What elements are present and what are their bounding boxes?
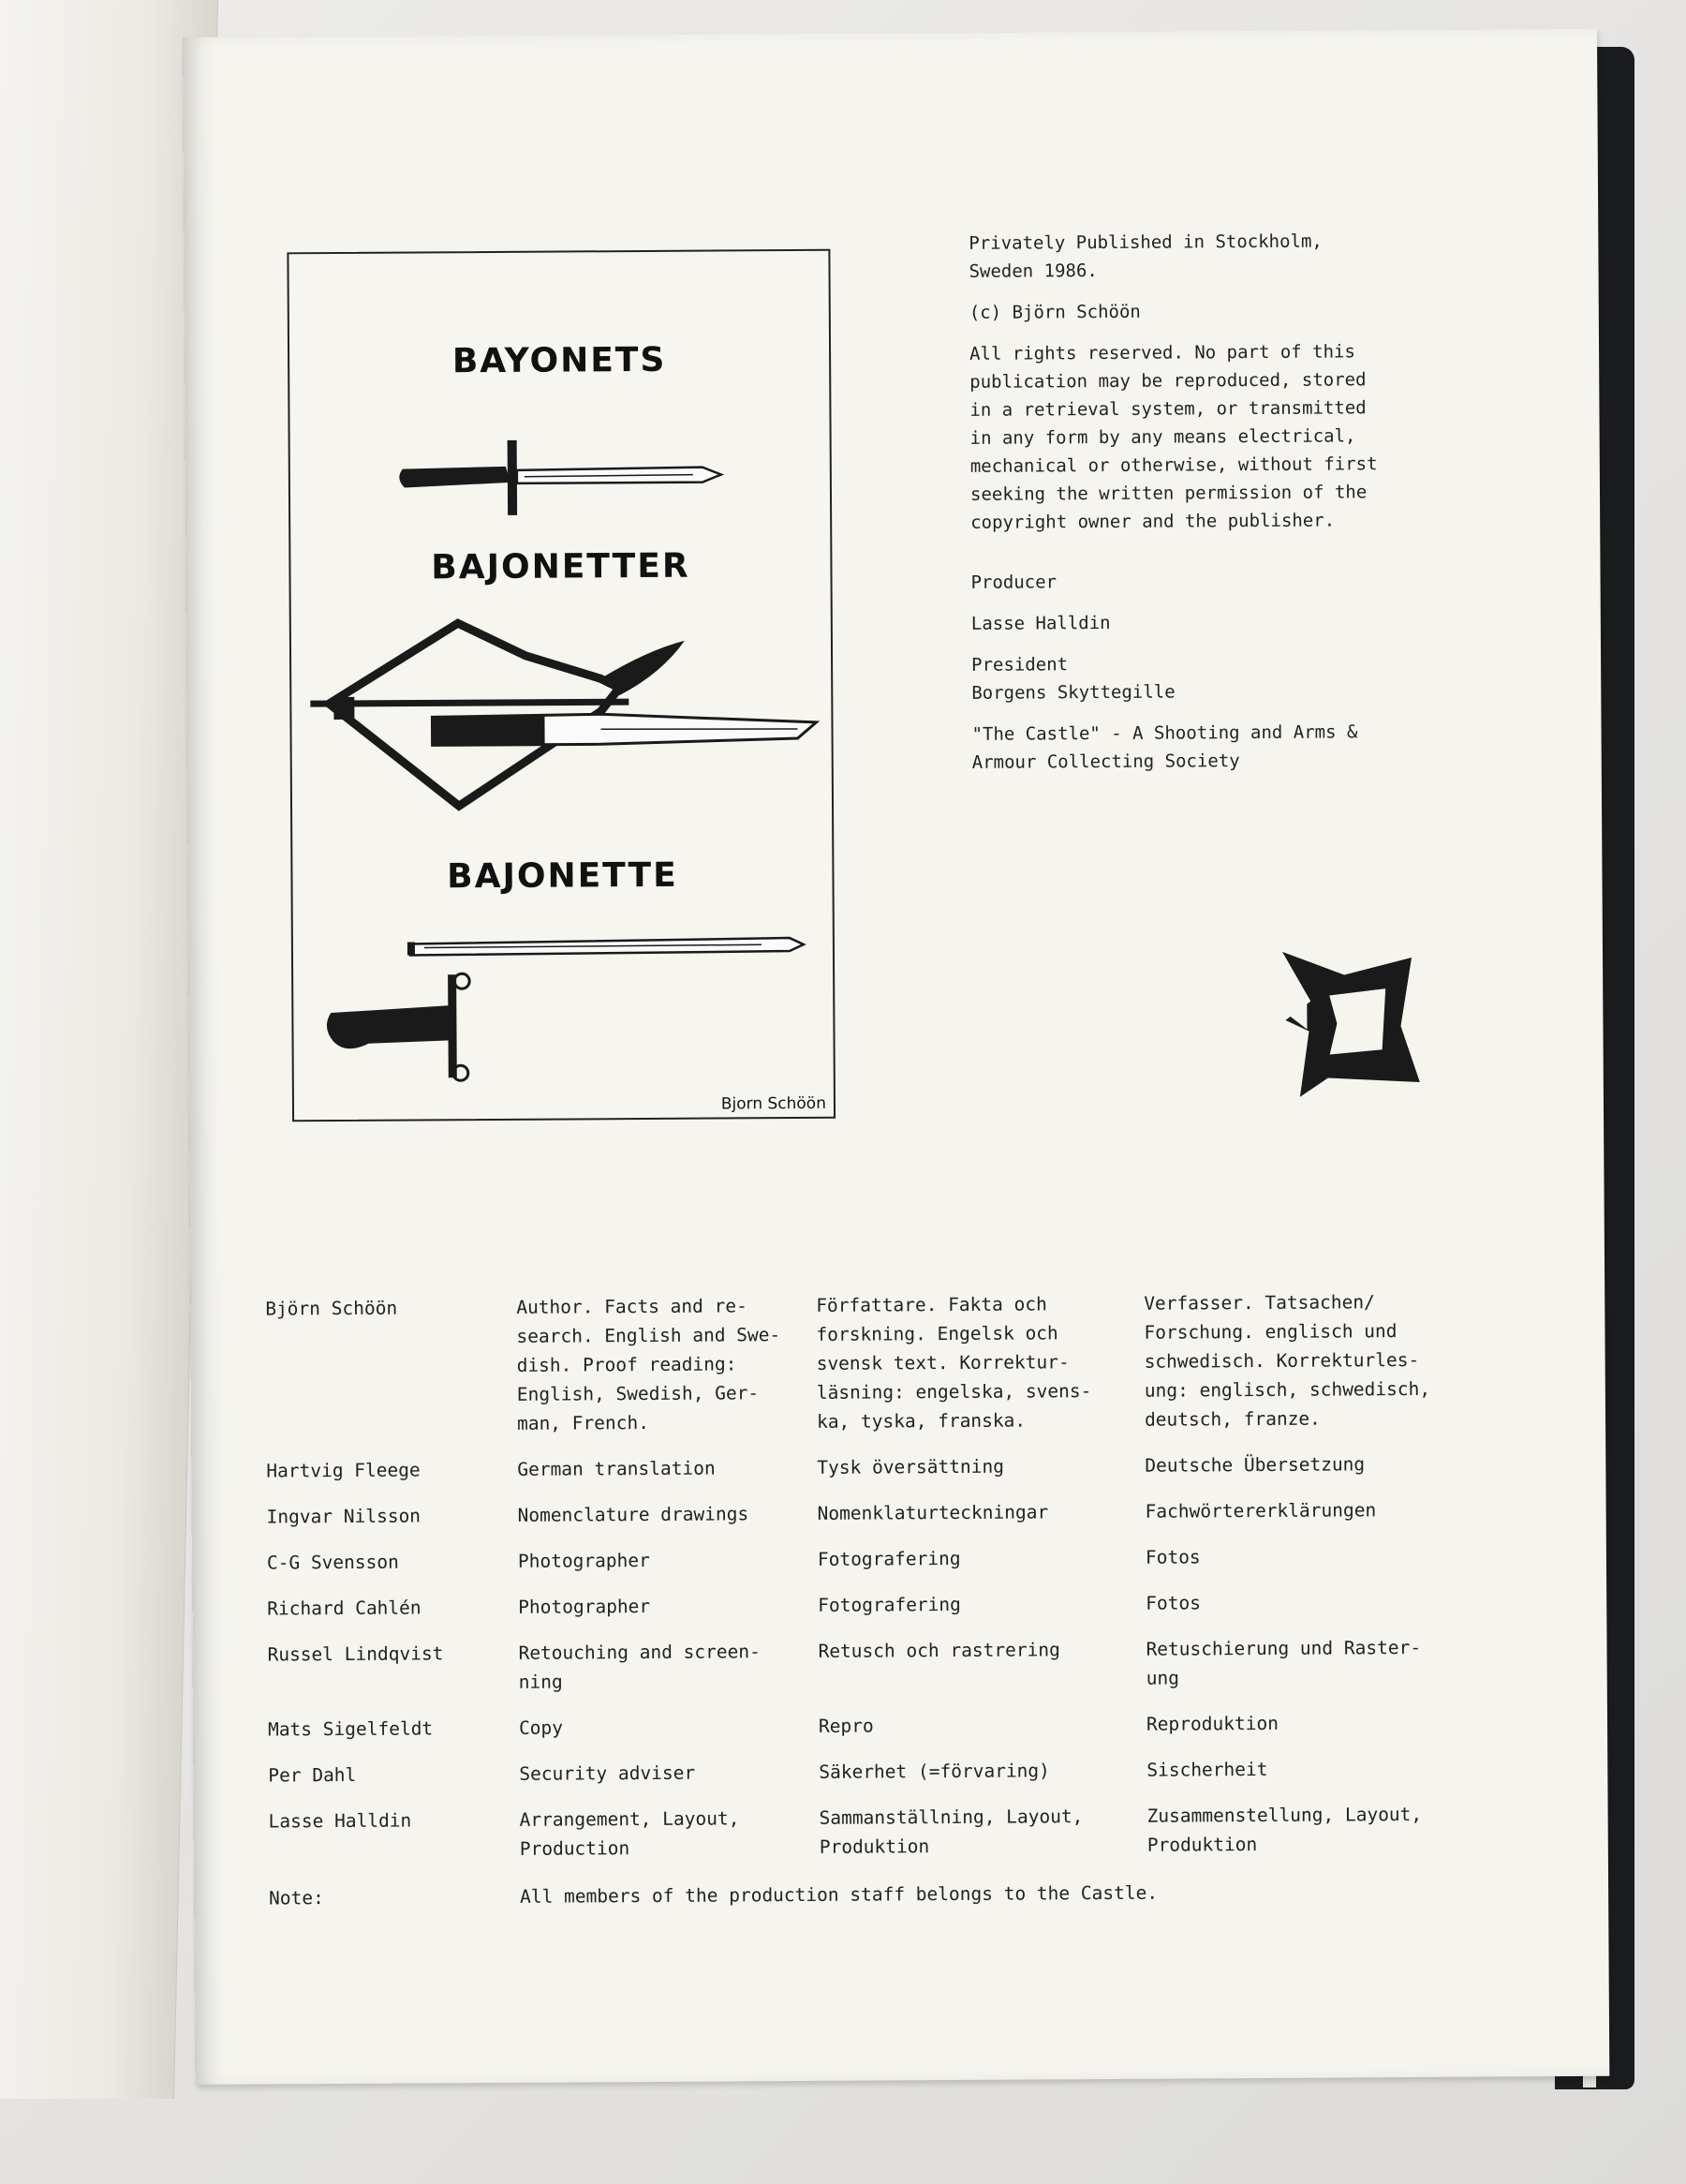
publication-info: Privately Published in Stockholm, Sweden 1986. bbox=[969, 230, 1323, 282]
credit-name: Mats Sigelfeldt bbox=[267, 1717, 434, 1741]
credit-name: Russel Lindqvist bbox=[267, 1642, 444, 1666]
credit-name: C-G Svensson bbox=[266, 1551, 399, 1574]
credit-row bbox=[267, 1540, 1503, 1577]
credit-row bbox=[267, 1632, 1503, 1698]
credit-role-german: Verfasser. Tatsachen/ Forschung. englisch und schwedisch. Korrekturles- ung: englisch, schwedisch, deutsch, franze. bbox=[1144, 1291, 1431, 1431]
bayonet-illustration-2 bbox=[293, 921, 834, 1093]
credit-name: Hartvig Fleege bbox=[266, 1459, 421, 1482]
credit-name: Richard Cahlén bbox=[267, 1597, 422, 1620]
copyright-line: (c) Björn Schöön bbox=[969, 301, 1141, 323]
cover-author: Bjorn Schöön bbox=[720, 1093, 827, 1114]
credit-role-english: Photographer bbox=[518, 1595, 651, 1618]
cover-reproduction bbox=[287, 249, 836, 1122]
credit-rows bbox=[265, 1286, 1505, 1865]
credit-row bbox=[267, 1586, 1503, 1623]
credit-role-german: Sischerheit bbox=[1146, 1758, 1268, 1781]
credit-role-swedish: Sammanställning, Layout, Produktion bbox=[819, 1805, 1084, 1858]
credit-role-swedish: Fotografering bbox=[818, 1593, 961, 1616]
credit-row bbox=[267, 1494, 1503, 1531]
imprint-block bbox=[969, 227, 1403, 790]
credit-role-swedish: Retusch och rastrering bbox=[818, 1639, 1060, 1662]
credit-role-german: Zusammenstellung, Layout, Produktion bbox=[1146, 1803, 1423, 1856]
credit-row bbox=[269, 1799, 1505, 1865]
credit-role-english: Author. Facts and re- search. English and Swe- dish. Proof reading: English, Swedish, Ger- man, French. bbox=[516, 1295, 781, 1434]
society-name: "The Castle" - A Shooting and Arms & Armour Collecting Society bbox=[971, 721, 1358, 773]
credit-role-swedish: Säkerhet (=förvaring) bbox=[819, 1760, 1050, 1783]
credit-role-english: German translation bbox=[517, 1457, 716, 1480]
bayonet-scissor-illustration bbox=[291, 612, 832, 822]
bayonet-illustration-1 bbox=[290, 429, 831, 527]
credit-name: Lasse Halldin bbox=[268, 1809, 412, 1833]
credit-role-english: Copy bbox=[518, 1716, 564, 1739]
note-row bbox=[269, 1876, 1505, 1912]
credit-role-english: Retouching and screen- ning bbox=[518, 1641, 761, 1693]
credit-name: Ingvar Nilsson bbox=[266, 1505, 422, 1528]
credit-row bbox=[268, 1707, 1504, 1744]
credit-row bbox=[266, 1449, 1502, 1485]
president-label: President Borgens Skyttegille bbox=[971, 654, 1176, 704]
credit-name: Björn Schöön bbox=[265, 1297, 398, 1320]
credit-row bbox=[265, 1286, 1502, 1439]
rights-statement: All rights reserved. No part of this publication may be reproduced, stored in a retrieval system, or transmitted in any form by any means electrical, mechanical or otherwise, without first seeking the written permission of the copyright owner and the publisher. bbox=[969, 341, 1378, 533]
cover-title-swedish: BAJONETTER bbox=[431, 546, 690, 587]
cover-title-german: BAJONETTE bbox=[447, 855, 678, 897]
credit-role-english: Photographer bbox=[517, 1549, 650, 1572]
credit-role-swedish: Författare. Fakta och forskning. Engelsk och svensk text. Korrektur- läsning: engelska, svens- ka, tyska, franska. bbox=[816, 1293, 1092, 1433]
cover-title-english: BAYONETS bbox=[451, 340, 667, 381]
credit-role-swedish: Fotografering bbox=[817, 1547, 961, 1570]
credit-row bbox=[268, 1753, 1504, 1790]
credit-role-swedish: Tysk översättning bbox=[817, 1455, 1004, 1478]
credit-role-german: Fotos bbox=[1146, 1592, 1202, 1614]
credit-role-german: Fotos bbox=[1145, 1546, 1201, 1568]
credit-role-swedish: Repro bbox=[818, 1715, 874, 1737]
note-label: Note: bbox=[269, 1887, 324, 1909]
producer-name: Lasse Halldin bbox=[970, 612, 1111, 634]
book-page bbox=[183, 29, 1609, 2085]
castle-logo-icon bbox=[1271, 937, 1441, 1107]
credit-role-english: Nomenclature drawings bbox=[517, 1503, 749, 1526]
credits-table bbox=[265, 1286, 1505, 1912]
credit-role-german: Fachwörtererklärungen bbox=[1145, 1499, 1377, 1523]
credit-role-english: Security adviser bbox=[519, 1761, 696, 1785]
credit-role-german: Reproduktion bbox=[1146, 1712, 1279, 1735]
credit-role-german: Deutsche Übersetzung bbox=[1145, 1453, 1366, 1477]
credit-role-german: Retuschierung und Raster- ung bbox=[1146, 1636, 1422, 1689]
note-text: All members of the production staff belongs to the Castle. bbox=[520, 1881, 1159, 1908]
credit-role-english: Arrangement, Layout, Production bbox=[519, 1807, 740, 1860]
credit-role-swedish: Nomenklaturteckningar bbox=[817, 1501, 1049, 1524]
producer-label: Producer bbox=[970, 572, 1057, 593]
credit-name: Per Dahl bbox=[268, 1763, 357, 1787]
